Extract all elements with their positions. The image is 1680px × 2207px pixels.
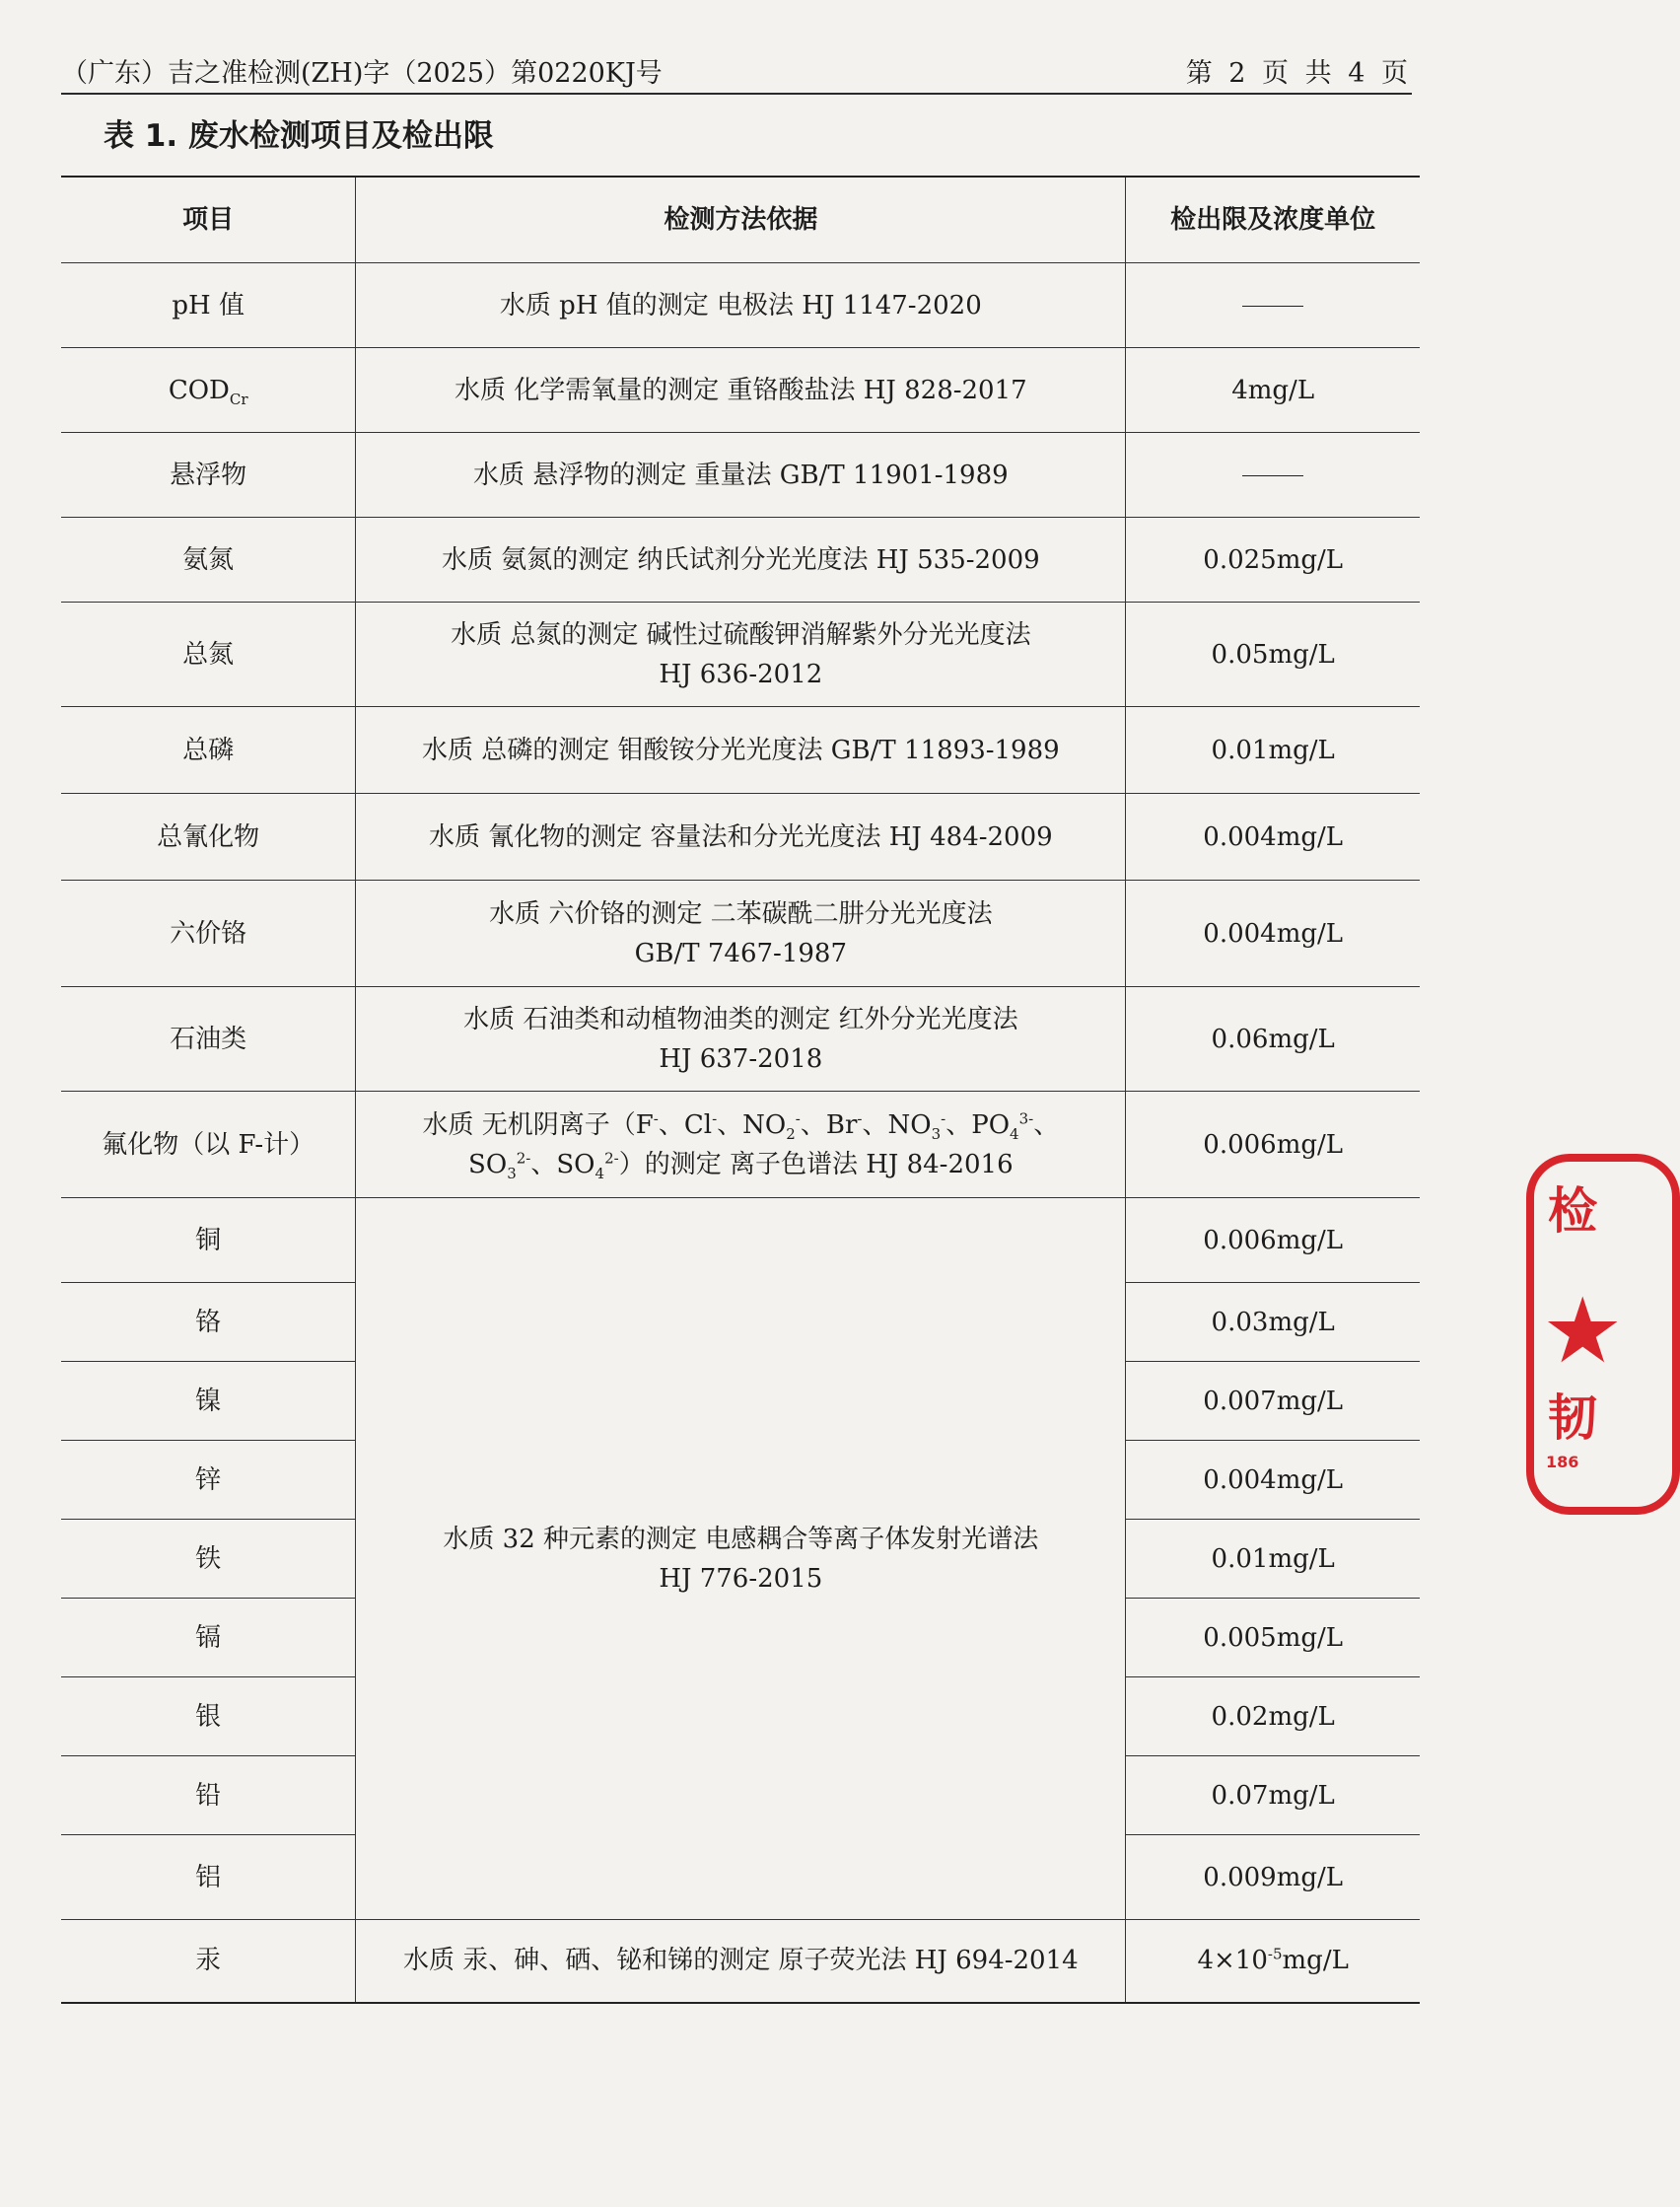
item-cell: 六价铬: [61, 881, 356, 987]
item-cell: 镍: [61, 1362, 356, 1441]
stamp-number: 186: [1546, 1453, 1579, 1471]
col-header-limit: 检出限及浓度单位: [1126, 177, 1420, 263]
report-number: （广东）吉之准检测(ZH)字（2025）第0220KJ号: [61, 58, 663, 89]
ion-text: Cl: [683, 1109, 713, 1140]
limit-unit: mg/L: [1282, 1946, 1349, 1976]
limit-cell: [1126, 1920, 1420, 2003]
col-header-item: 项目: [61, 177, 356, 263]
method-line: [362, 1105, 1119, 1145]
subscript: 4: [595, 1164, 605, 1182]
limit-cell: 0.02mg/L: [1126, 1677, 1420, 1756]
limit-cell: [1126, 263, 1420, 348]
cod-text: COD: [168, 375, 230, 405]
method-cell: 水质 悬浮物的测定 重量法 GB/T 11901-1989: [356, 433, 1126, 518]
ion-text: PO: [971, 1109, 1011, 1140]
limit-cell: 0.01mg/L: [1126, 1520, 1420, 1599]
subscript: 4: [1010, 1124, 1019, 1143]
limit-cell: 0.06mg/L: [1126, 987, 1420, 1092]
method-line: HJ 776-2015: [659, 1563, 823, 1594]
red-seal-stamp: [1526, 1154, 1680, 1515]
limit-cell: 0.07mg/L: [1126, 1756, 1420, 1835]
item-cell: 银: [61, 1677, 356, 1756]
table-row: [61, 263, 1420, 348]
method-text: 水质 无机阴离子（F: [422, 1109, 654, 1140]
method-cell: 水质 氨氮的测定 纳氏试剂分光光度法 HJ 535-2009: [356, 518, 1126, 603]
method-cell-icp: [356, 1198, 1126, 1920]
ion-text: SO: [556, 1149, 595, 1179]
stamp-char-bottom: 韧: [1548, 1389, 1597, 1447]
limit-cell: 0.005mg/L: [1126, 1599, 1420, 1677]
method-text: ）的测定 离子色谱法 HJ 84-2016: [618, 1149, 1014, 1179]
item-cell: 汞: [61, 1920, 356, 2003]
superscript: -: [795, 1108, 801, 1127]
ion-text: SO: [468, 1149, 508, 1179]
ion-text: NO: [887, 1109, 932, 1140]
method-line: 水质 六价铬的测定 二苯碳酰二肼分光光度法: [489, 898, 993, 929]
separator: 、: [945, 1109, 972, 1140]
subscript: 3: [507, 1164, 517, 1182]
method-cell: 水质 pH 值的测定 电极法 HJ 1147-2020: [356, 263, 1126, 348]
table-row: [61, 707, 1420, 794]
item-cell: 总磷: [61, 707, 356, 794]
method-cell: [356, 881, 1126, 987]
item-cell: 总氰化物: [61, 794, 356, 881]
stamp-star-icon: ★: [1542, 1278, 1624, 1384]
superscript: -: [653, 1108, 659, 1127]
superscript: -: [712, 1108, 718, 1127]
item-cell: 氟化物（以 F-计）: [61, 1092, 356, 1198]
limit-cell: 4mg/L: [1126, 348, 1420, 433]
item-cell: 悬浮物: [61, 433, 356, 518]
subscript: 2: [786, 1124, 796, 1143]
item-cell: 氨氮: [61, 518, 356, 603]
method-line: 水质 总氮的测定 碱性过硫酸钾消解紫外分光光度法: [451, 619, 1031, 650]
item-cell: 锌: [61, 1441, 356, 1520]
method-cell: 水质 汞、砷、硒、铋和锑的测定 原子荧光法 HJ 694-2014: [356, 1920, 1126, 2003]
superscript: 2-: [604, 1148, 619, 1167]
method-cell: [356, 1092, 1126, 1198]
table-row: [61, 348, 1420, 433]
table-header-row: [61, 177, 1420, 263]
limit-cell: 0.025mg/L: [1126, 518, 1420, 603]
ion-text: Br: [825, 1109, 858, 1140]
table-row: [61, 987, 1420, 1092]
item-cell: 铝: [61, 1835, 356, 1920]
method-cell: [356, 987, 1126, 1092]
superscript: -: [857, 1108, 863, 1127]
limit-cell: 0.01mg/L: [1126, 707, 1420, 794]
limit-cell: 0.006mg/L: [1126, 1198, 1420, 1283]
table-row: [61, 881, 1420, 987]
limit-cell: 0.004mg/L: [1126, 1441, 1420, 1520]
separator: 、: [862, 1109, 888, 1140]
method-line: GB/T 7467-1987: [634, 938, 848, 968]
method-line: 水质 32 种元素的测定 电感耦合等离子体发射光谱法: [443, 1524, 1039, 1554]
method-line: HJ 637-2018: [659, 1043, 823, 1074]
dash-line: [1242, 475, 1303, 476]
separator: 、: [800, 1109, 826, 1140]
method-cell: [356, 603, 1126, 707]
limit-cell: 0.05mg/L: [1126, 603, 1420, 707]
item-cell: pH 值: [61, 263, 356, 348]
limit-cell: 0.004mg/L: [1126, 881, 1420, 987]
ion-text: NO: [742, 1109, 787, 1140]
superscript: -: [941, 1108, 946, 1127]
item-cell: 石油类: [61, 987, 356, 1092]
separator: 、: [658, 1109, 684, 1140]
superscript: 3-: [1018, 1108, 1034, 1127]
table-row: [61, 1092, 1420, 1198]
table-row: [61, 518, 1420, 603]
limit-cell: 0.007mg/L: [1126, 1362, 1420, 1441]
table-title: 表 1. 废水检测项目及检出限: [104, 118, 494, 154]
stamp-char-top: 检: [1548, 1182, 1597, 1240]
separator: 、: [717, 1109, 743, 1140]
subscript: 3: [931, 1124, 942, 1143]
item-cell: 铬: [61, 1283, 356, 1362]
table-row: [61, 1198, 1420, 1283]
method-cell: 水质 总磷的测定 钼酸铵分光光度法 GB/T 11893-1989: [356, 707, 1126, 794]
limit-cell: [1126, 433, 1420, 518]
cod-subscript: Cr: [229, 390, 248, 408]
page-number: 第 2 页 共 4 页: [1185, 58, 1412, 89]
limit-base: 4×10: [1197, 1946, 1268, 1976]
limit-cell: 0.006mg/L: [1126, 1092, 1420, 1198]
limit-cell: 0.004mg/L: [1126, 794, 1420, 881]
table-row: [61, 794, 1420, 881]
item-cell: 铜: [61, 1198, 356, 1283]
method-cell: 水质 氰化物的测定 容量法和分光光度法 HJ 484-2009: [356, 794, 1126, 881]
col-header-method: 检测方法依据: [356, 177, 1126, 263]
item-cell: 铅: [61, 1756, 356, 1835]
method-line: [362, 1145, 1119, 1184]
separator: 、: [530, 1149, 557, 1179]
separator: 、: [1033, 1109, 1060, 1140]
limit-exponent: -5: [1267, 1945, 1283, 1963]
item-cell: 铁: [61, 1520, 356, 1599]
superscript: 2-: [516, 1148, 531, 1167]
limit-cell: 0.009mg/L: [1126, 1835, 1420, 1920]
page-header: [61, 47, 1412, 95]
item-cell: 镉: [61, 1599, 356, 1677]
item-cell: 总氮: [61, 603, 356, 707]
method-line: HJ 636-2012: [659, 659, 823, 689]
table-row: [61, 603, 1420, 707]
dash-line: [1242, 306, 1303, 307]
method-cell: 水质 化学需氧量的测定 重铬酸盐法 HJ 828-2017: [356, 348, 1126, 433]
item-cell: [61, 348, 356, 433]
method-line: 水质 石油类和动植物油类的测定 红外分光光度法: [463, 1004, 1018, 1034]
table-row: [61, 1920, 1420, 2003]
detection-table: [61, 176, 1420, 2004]
table-row: [61, 433, 1420, 518]
limit-cell: 0.03mg/L: [1126, 1283, 1420, 1362]
